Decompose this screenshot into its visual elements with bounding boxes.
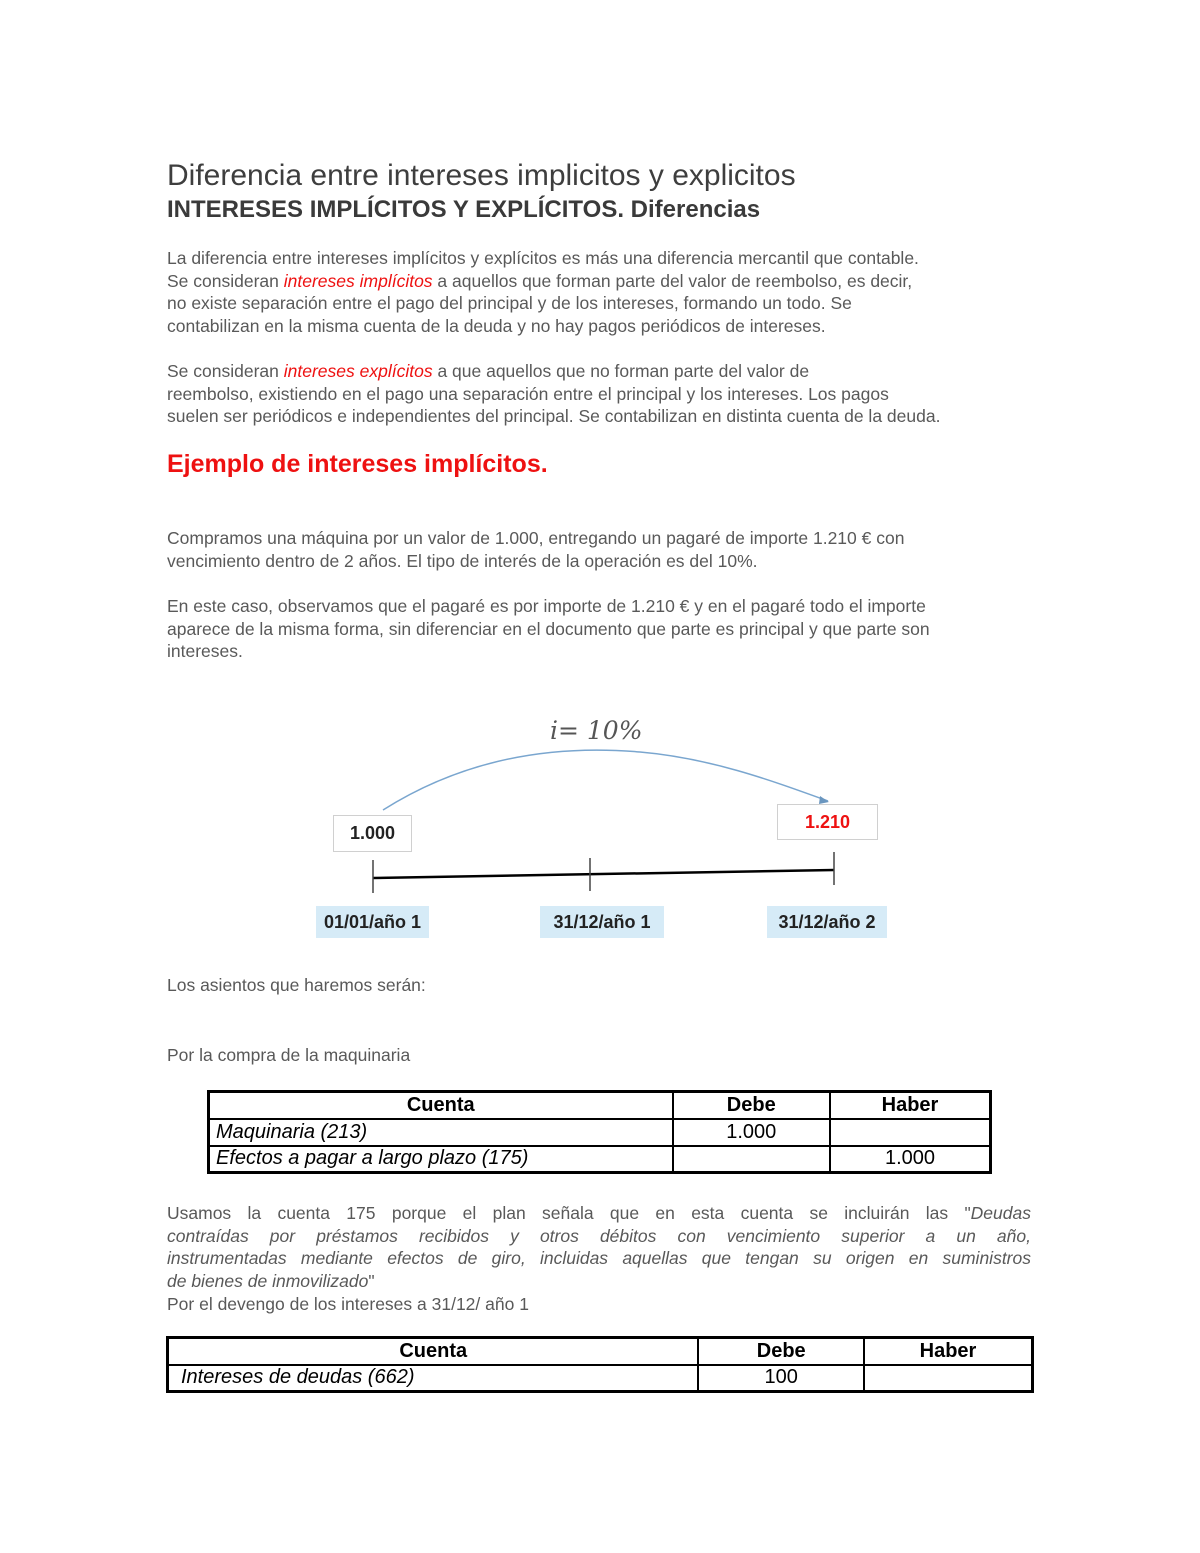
text-line: La diferencia entre intereses implícitos y explícitos es más una diferencia mercantil que contable. bbox=[167, 248, 919, 268]
header-debe: Debe bbox=[673, 1092, 830, 1119]
table-header-row bbox=[209, 1092, 991, 1119]
text-line: de bienes de inmovilizado" bbox=[167, 1271, 375, 1292]
text-line: Los asientos que haremos serán: bbox=[167, 975, 426, 995]
cell-debe bbox=[673, 1146, 830, 1173]
journal-table-purchase bbox=[207, 1090, 992, 1174]
end-value-box: 1.210 bbox=[777, 804, 878, 840]
text-line: Se consideran intereses implícitos a aquellos que forman parte del valor de reembolso, es decir, bbox=[167, 270, 913, 291]
cell-haber bbox=[830, 1119, 991, 1146]
accrual-intro bbox=[167, 1293, 1047, 1316]
text-line: contraídas por préstamos recibidos y otros débitos con vencimiento superior a un año, bbox=[167, 1225, 1031, 1246]
text-line: aparece de la misma forma, sin diferenciar en el documento que parte es principal y que parte son bbox=[167, 618, 930, 639]
header-haber: Haber bbox=[864, 1338, 1033, 1365]
text-line: Por el devengo de los intereses a 31/12/ año 1 bbox=[167, 1294, 529, 1314]
text-line: reembolso, existiendo en el pago una separación entre el principal y los intereses. Los pagos bbox=[167, 383, 889, 404]
journal-table-accrual bbox=[166, 1336, 1034, 1393]
header-cuenta: Cuenta bbox=[209, 1092, 673, 1119]
table-header-row bbox=[168, 1338, 1033, 1365]
text-line: intereses. bbox=[167, 641, 243, 662]
page-title: Diferencia entre intereses implicitos y explicitos bbox=[167, 159, 796, 192]
cell-account: Efectos a pagar a largo plazo (175) bbox=[209, 1146, 673, 1173]
date-label: 31/12/año 1 bbox=[540, 906, 664, 938]
entries-intro bbox=[167, 974, 1047, 997]
cell-debe: 100 bbox=[698, 1365, 864, 1392]
term-implicit-interest: intereses implícitos bbox=[283, 270, 433, 291]
text-line: Se consideran intereses explícitos a que aquellos que no forman parte del valor de bbox=[167, 361, 810, 381]
text-line: contabilizan en la misma cuenta de la deuda y no hay pagos periódicos de intereses. bbox=[167, 316, 826, 337]
date-label: 01/01/año 1 bbox=[316, 906, 429, 938]
text-line: instrumentadas mediante efectos de giro, incluidas aquellas que tengan su origen en suministros bbox=[167, 1248, 1031, 1269]
date-label: 31/12/año 2 bbox=[767, 906, 887, 938]
interest-arc-arrow bbox=[383, 750, 828, 810]
cell-haber: 1.000 bbox=[830, 1146, 991, 1173]
arrow-head-icon bbox=[819, 796, 829, 804]
text-line: vencimiento dentro de 2 años. El tipo de interés de la operación es del 10%. bbox=[167, 550, 758, 571]
cell-account: Maquinaria (213) bbox=[209, 1119, 673, 1146]
example-heading: Ejemplo de intereses implícitos. bbox=[167, 450, 548, 478]
page-subtitle: INTERESES IMPLÍCITOS Y EXPLÍCITOS. Diferencias bbox=[167, 196, 761, 223]
term-explicit-interest: intereses explícitos bbox=[283, 361, 433, 381]
header-debe: Debe bbox=[698, 1338, 864, 1365]
table-row bbox=[209, 1119, 991, 1146]
text-line: Por la compra de la maquinaria bbox=[167, 1045, 411, 1065]
text-line: suelen ser periódicos e independientes del principal. Se contabilizan en distinta cuenta de la deuda. bbox=[167, 406, 941, 427]
table-row bbox=[209, 1146, 991, 1173]
header-haber: Haber bbox=[830, 1092, 991, 1119]
cell-debe: 1.000 bbox=[673, 1119, 830, 1146]
text-line: En este caso, observamos que el pagaré es por importe de 1.210 € y en el pagaré todo el importe bbox=[167, 596, 926, 616]
interest-rate-label: i= 10% bbox=[550, 716, 643, 745]
header-cuenta: Cuenta bbox=[168, 1338, 699, 1365]
start-value-box: 1.000 bbox=[333, 815, 412, 852]
paragraph-account-175 bbox=[167, 1202, 1031, 1293]
table-row bbox=[168, 1365, 1033, 1392]
text-line: Usamos la cuenta 175 porque el plan señala que en esta cuenta se incluirán las "Deudas bbox=[167, 1203, 1031, 1223]
purchase-intro bbox=[167, 1044, 1047, 1067]
text-line: no existe separación entre el pago del principal y de los intereses, formando un todo. Se bbox=[167, 293, 852, 314]
timeline-axis bbox=[373, 870, 834, 878]
text-line: Compramos una máquina por un valor de 1.000, entregando un pagaré de importe 1.210 € con bbox=[167, 528, 905, 548]
cell-account: Intereses de deudas (662) bbox=[168, 1365, 699, 1392]
cell-haber bbox=[864, 1365, 1033, 1392]
